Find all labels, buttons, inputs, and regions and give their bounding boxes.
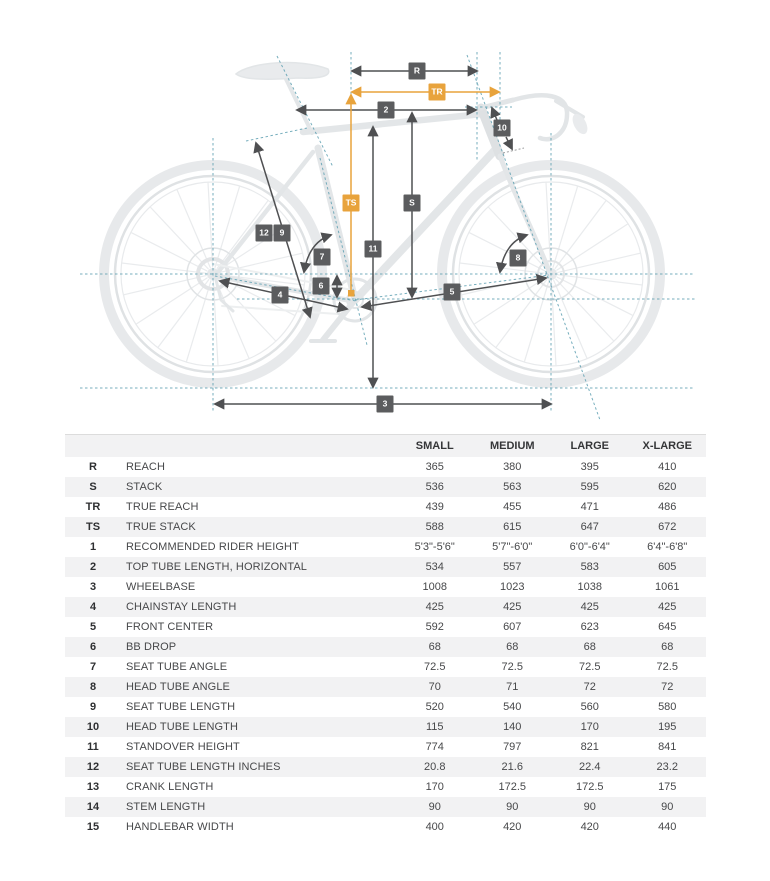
row-key: 9 xyxy=(89,701,97,713)
row-label: BB DROP xyxy=(126,641,177,653)
column-header-large: LARGE xyxy=(570,440,609,452)
row-label: TRUE STACK xyxy=(126,521,196,533)
saddle xyxy=(236,63,329,80)
row-value: 623 xyxy=(580,621,599,633)
row-value: 195 xyxy=(658,721,677,733)
row-value: 557 xyxy=(503,561,522,573)
row-value: 583 xyxy=(580,561,599,573)
table-row xyxy=(65,657,706,677)
row-value: 5'7"-6'0" xyxy=(492,541,533,553)
row-label: WHEELBASE xyxy=(126,581,196,593)
row-label: STACK xyxy=(126,481,163,493)
row-label: REACH xyxy=(126,461,166,473)
row-label: TOP TUBE LENGTH, HORIZONTAL xyxy=(126,561,307,573)
row-value: 563 xyxy=(503,481,522,493)
row-value: 410 xyxy=(658,461,677,473)
row-label: HEAD TUBE ANGLE xyxy=(126,681,230,693)
row-value: 420 xyxy=(503,821,522,833)
table-header xyxy=(65,435,706,457)
table-row xyxy=(65,597,706,617)
row-label: TRUE REACH xyxy=(126,501,199,513)
row-value: 72.5 xyxy=(501,661,523,673)
headtube-upper-line xyxy=(492,108,497,120)
row-value: 380 xyxy=(503,461,522,473)
row-value: 68 xyxy=(661,641,674,653)
row-value: 615 xyxy=(503,521,522,533)
row-label: CHAINSTAY LENGTH xyxy=(126,601,237,613)
table-row xyxy=(65,637,706,657)
table-row xyxy=(65,717,706,737)
row-value: 90 xyxy=(583,801,596,813)
row-value: 395 xyxy=(580,461,599,473)
table-row xyxy=(65,697,706,717)
marker-3: 3 xyxy=(377,396,394,413)
row-value: 439 xyxy=(425,501,444,513)
row-key: TS xyxy=(85,521,101,533)
row-key: 13 xyxy=(86,781,100,793)
table-row xyxy=(65,517,706,537)
marker-10: 10 xyxy=(494,120,511,137)
row-value: 90 xyxy=(506,801,519,813)
row-value: 68 xyxy=(428,641,441,653)
row-value: 607 xyxy=(503,621,522,633)
table-row xyxy=(65,677,706,697)
marker-TS: TS xyxy=(343,195,360,212)
row-label: SEAT TUBE ANGLE xyxy=(126,661,228,673)
row-value: 172.5 xyxy=(498,781,527,793)
row-value: 72.5 xyxy=(579,661,601,673)
row-value: 6'0"-6'4" xyxy=(569,541,610,553)
row-value: 425 xyxy=(503,601,522,613)
row-key: 11 xyxy=(87,741,99,753)
row-value: 68 xyxy=(583,641,596,653)
marker-5: 5 xyxy=(444,284,461,301)
row-value: 175 xyxy=(658,781,677,793)
table-body xyxy=(65,457,706,837)
row-value: 1008 xyxy=(422,581,447,593)
table-row xyxy=(65,497,706,517)
row-label: HEAD TUBE LENGTH xyxy=(126,721,239,733)
row-value: 22.4 xyxy=(579,761,601,773)
row-value: 645 xyxy=(658,621,677,633)
marker-6: 6 xyxy=(313,278,330,295)
row-value: 841 xyxy=(658,741,677,753)
row-value: 592 xyxy=(425,621,444,633)
row-value: 560 xyxy=(580,701,599,713)
table-row xyxy=(65,617,706,637)
row-value: 486 xyxy=(658,501,677,513)
geometry-table xyxy=(65,434,706,837)
row-label: HANDLEBAR WIDTH xyxy=(126,821,234,833)
table-row xyxy=(65,477,706,497)
headtube-lower-line xyxy=(506,137,512,149)
row-value: 620 xyxy=(658,481,677,493)
bike-diagram-canvas xyxy=(0,0,770,434)
row-key: 14 xyxy=(86,801,100,813)
row-value: 170 xyxy=(580,721,599,733)
marker-TR: TR xyxy=(429,84,446,101)
row-value: 425 xyxy=(425,601,444,613)
row-value: 1023 xyxy=(500,581,525,593)
row-label: CRANK LENGTH xyxy=(126,781,214,793)
row-key: S xyxy=(89,481,97,493)
row-value: 471 xyxy=(580,501,599,513)
row-value: 821 xyxy=(580,741,599,753)
row-value: 72 xyxy=(583,681,596,693)
row-value: 70 xyxy=(428,681,441,693)
row-key: 4 xyxy=(89,601,97,613)
row-value: 71 xyxy=(506,681,519,693)
row-value: 90 xyxy=(428,801,441,813)
marker-11: 11 xyxy=(365,241,382,258)
row-value: 580 xyxy=(658,701,677,713)
table-row xyxy=(65,557,706,577)
row-value: 455 xyxy=(503,501,522,513)
row-value: 72.5 xyxy=(424,661,446,673)
row-key: 8 xyxy=(89,681,97,693)
column-header-xlarge: X-LARGE xyxy=(642,440,692,452)
row-label: FRONT CENTER xyxy=(126,621,214,633)
row-value: 588 xyxy=(425,521,444,533)
row-value: 172.5 xyxy=(575,781,604,793)
row-key: TR xyxy=(85,501,101,513)
table-row xyxy=(65,817,706,837)
bike-geometry-diagram xyxy=(0,0,770,434)
row-value: 520 xyxy=(425,701,444,713)
marker-S: S xyxy=(404,195,421,212)
row-label: STEM LENGTH xyxy=(126,801,206,813)
row-label: RECOMMENDED RIDER HEIGHT xyxy=(126,541,299,553)
table-row xyxy=(65,777,706,797)
marker-8: 8 xyxy=(510,250,527,267)
row-key: 15 xyxy=(86,821,100,833)
row-value: 797 xyxy=(503,741,522,753)
row-value: 425 xyxy=(580,601,599,613)
row-value: 605 xyxy=(658,561,677,573)
row-value: 425 xyxy=(658,601,677,613)
row-value: 23.2 xyxy=(656,761,678,773)
row-value: 140 xyxy=(503,721,522,733)
column-header-small: SMALL xyxy=(415,440,454,452)
column-header-medium: MEDIUM xyxy=(489,440,535,452)
row-value: 647 xyxy=(580,521,599,533)
table-row xyxy=(65,537,706,557)
row-value: 72 xyxy=(661,681,674,693)
row-value: 90 xyxy=(661,801,674,813)
row-value: 20.8 xyxy=(424,761,446,773)
row-key: 5 xyxy=(89,621,97,633)
row-value: 1038 xyxy=(577,581,602,593)
row-value: 1061 xyxy=(655,581,680,593)
row-value: 21.6 xyxy=(501,761,523,773)
table-row xyxy=(65,457,706,477)
marker-12: 12 xyxy=(256,225,273,242)
row-value: 774 xyxy=(425,741,444,753)
row-key: R xyxy=(89,461,97,473)
row-value: 420 xyxy=(580,821,599,833)
row-value: 115 xyxy=(425,721,444,733)
row-key: 2 xyxy=(89,561,97,573)
row-value: 672 xyxy=(658,521,677,533)
marker-9: 9 xyxy=(274,225,291,242)
marker-7: 7 xyxy=(314,249,331,266)
row-value: 72.5 xyxy=(656,661,678,673)
marker-2: 2 xyxy=(378,102,395,119)
table-row xyxy=(65,757,706,777)
marker-4: 4 xyxy=(272,287,289,304)
row-value: 540 xyxy=(503,701,522,713)
row-value: 536 xyxy=(425,481,444,493)
row-key: 1 xyxy=(89,541,97,553)
row-key: 6 xyxy=(89,641,97,653)
row-value: 68 xyxy=(506,641,519,653)
row-value: 365 xyxy=(425,461,444,473)
row-value: 534 xyxy=(425,561,444,573)
marker-R: R xyxy=(409,63,426,80)
row-label: SEAT TUBE LENGTH INCHES xyxy=(126,761,281,773)
row-value: 170 xyxy=(425,781,444,793)
row-key: 10 xyxy=(86,721,100,733)
row-value: 5'3"-5'6" xyxy=(414,541,455,553)
table-row xyxy=(65,797,706,817)
row-value: 595 xyxy=(580,481,599,493)
row-label: SEAT TUBE LENGTH xyxy=(126,701,236,713)
row-key: 3 xyxy=(89,581,97,593)
table-row xyxy=(65,737,706,757)
row-key: 7 xyxy=(89,661,97,673)
row-value: 440 xyxy=(658,821,677,833)
row-value: 400 xyxy=(425,821,444,833)
row-key: 12 xyxy=(86,761,100,773)
row-label: STANDOVER HEIGHT xyxy=(126,741,240,753)
table-row xyxy=(65,577,706,597)
row-value: 6'4"-6'8" xyxy=(647,541,688,553)
